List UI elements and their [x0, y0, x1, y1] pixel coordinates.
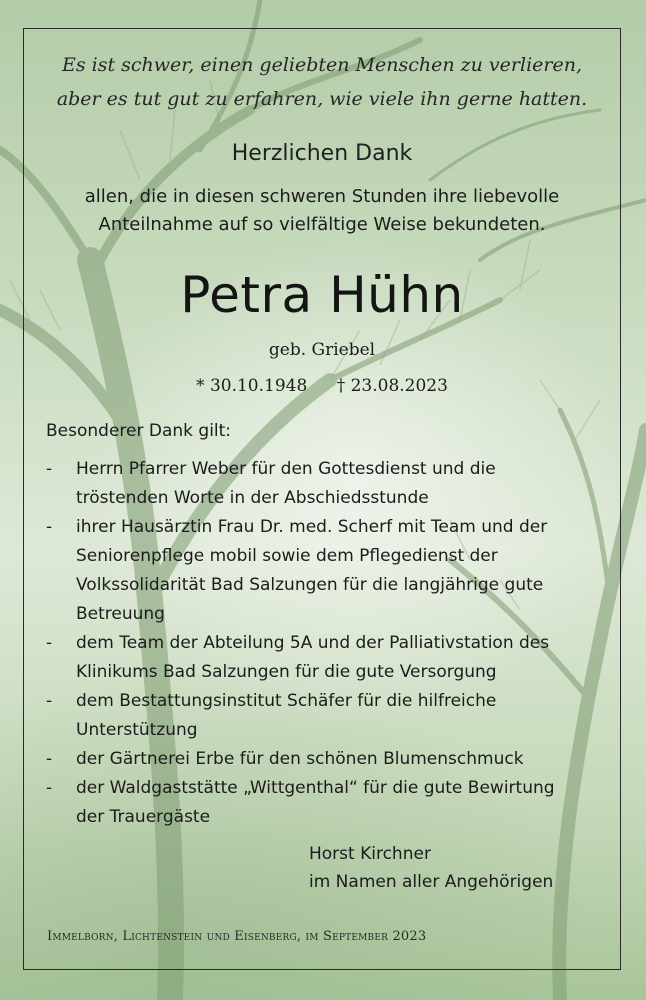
deceased-name: Petra Hühn [180, 266, 464, 324]
thanks-line-1: allen, die in diesen schweren Stunden ihre liebevolle [84, 186, 560, 207]
thanks-heading: Herzlichen Dank [231, 141, 413, 166]
list-line: dem Bestattungsinstitut Schäfer für die hilfreiche [76, 691, 497, 711]
quote-line-1: Es ist schwer, einen geliebten Menschen zu verlieren, [61, 54, 582, 76]
life-dates [23, 376, 621, 396]
list-line: Betreuung [76, 604, 165, 624]
list-line: der Waldgaststätte „Wittgenthal“ für die gute Bewirtung [76, 778, 555, 798]
death-date: † 23.08.2023 [336, 376, 448, 396]
list-line: tröstenden Worte in der Abschiedsstunde [76, 488, 429, 508]
signature-name: Horst Kirchner [309, 844, 431, 864]
birth-date: * 30.10.1948 [196, 376, 308, 396]
list-item [46, 774, 616, 832]
list-line: der Trauergäste [76, 807, 211, 827]
thanks-text [23, 183, 621, 239]
quote [23, 48, 621, 116]
list-line: dem Team der Abteilung 5A und der Palliativstation des [76, 633, 550, 653]
bullet: - [46, 691, 53, 711]
special-thanks-heading: Besonderer Dank gilt: [46, 421, 232, 441]
list-line: Klinikums Bad Salzungen für die gute Versorgung [76, 662, 497, 682]
bullet: - [46, 749, 53, 769]
birth-name: geb. Griebel [268, 340, 376, 360]
signature-on-behalf: im Namen aller Angehörigen [309, 872, 554, 892]
quote-line-2: aber es tut gut zu erfahren, wie viele ihn gerne hatten. [56, 88, 588, 110]
list-line: Unterstützung [76, 720, 198, 740]
list-line: ihrer Hausärztin Frau Dr. med. Scherf mit Team und der [76, 517, 548, 537]
place-and-date: Immelborn, Lichtenstein und Eisenberg, im September 2023 [47, 929, 427, 944]
bullet: - [46, 459, 53, 479]
list-item [46, 687, 616, 745]
list-item [46, 455, 616, 513]
thanks-line-2: Anteilnahme auf so vielfältige Weise bekundeten. [98, 214, 546, 235]
signature [309, 840, 553, 896]
list-line: Herrn Pfarrer Weber für den Gottesdienst und die [76, 459, 496, 479]
bullet: - [46, 778, 53, 798]
list-item [46, 513, 616, 629]
list-item [46, 629, 616, 687]
list-line: Volkssolidarität Bad Salzungen für die langjährige gute [76, 575, 544, 595]
bullet: - [46, 517, 53, 537]
list-line: der Gärtnerei Erbe für den schönen Blumenschmuck [76, 749, 524, 769]
bullet: - [46, 633, 53, 653]
list-line: Seniorenpflege mobil sowie dem Pflegedienst der [76, 546, 498, 566]
special-thanks-list [46, 455, 616, 832]
list-item [46, 745, 616, 774]
